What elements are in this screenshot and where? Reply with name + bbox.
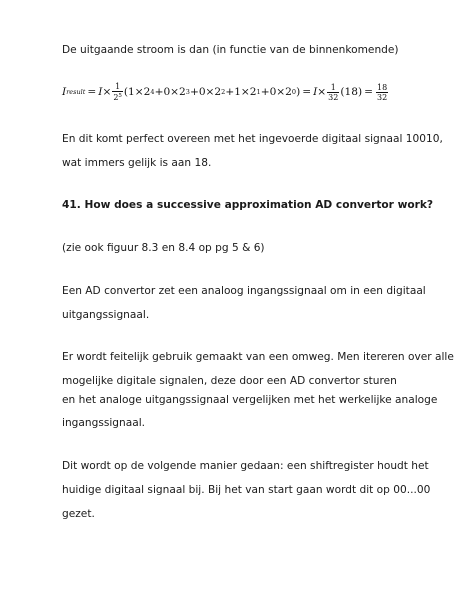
formula-exp-3: 3 (185, 88, 190, 96)
formula-fraction-1 (112, 82, 123, 102)
formula-fraction-1-den-exp: 5 (118, 93, 122, 99)
paragraph-detour-line-4: ingangssignaal. (62, 417, 146, 429)
formula-sum-close: ) (296, 86, 301, 98)
paragraph-conclusion-line-1: En dit komt perfect overeen met het ingevoerde digitaal signaal 10010, (62, 133, 443, 145)
formula-fraction-3-denominator: 32 (377, 92, 388, 102)
formula-fraction-2-numerator: 1 (330, 82, 336, 92)
paragraph-ad-line-1: Een AD convertor zet een analoog ingangssignaal om in een digitaal (62, 285, 426, 297)
formula-term-4: +1×2 (225, 86, 257, 98)
formula-equals-1: = (87, 86, 97, 98)
formula-fraction-2-denominator: 32 (328, 92, 339, 102)
formula-times-2: × (317, 86, 327, 98)
paragraph-detour-line-2: mogelijke digitale signalen, deze door een AD convertor sturen (62, 375, 397, 387)
paragraph-conclusion-line-2: wat immers gelijk is aan 18. (62, 157, 212, 169)
formula-exp-0: 0 (291, 88, 297, 96)
paragraph-method-line-3: gezet. (62, 508, 95, 520)
formula-exp-4: 4 (150, 88, 155, 96)
formula-equals-3: = (364, 86, 373, 98)
current-formula (62, 78, 389, 106)
formula-exp-2: 2 (221, 88, 226, 96)
formula-equals-2: = (302, 86, 312, 98)
formula-term-5: +0×2 (260, 86, 292, 98)
formula-times-1: × (102, 86, 112, 98)
formula-term-2: +0×2 (154, 86, 186, 98)
paragraph-method-line-1: Dit wordt op de volgende manier gedaan: een shiftregister houdt het (62, 460, 429, 472)
formula-i-2: I (313, 86, 318, 98)
formula-term-3: +0×2 (189, 86, 222, 98)
formula-fraction-2 (327, 83, 339, 102)
formula-exp-1: 1 (256, 88, 261, 96)
formula-paren-18: (18) (340, 86, 363, 98)
formula-lhs-symbol: I (62, 86, 67, 98)
paragraph-ad-line-2: uitgangssignaal. (62, 309, 150, 321)
formula-sum-open: (1×2 (123, 86, 151, 98)
formula-fraction-1-den-base: 2 (113, 93, 119, 102)
paragraph-reference: (zie ook figuur 8.3 en 8.4 op pg 5 & 6) (62, 242, 265, 254)
formula-i-1: I (98, 86, 103, 98)
paragraph-detour-line-3: en het analoge uitgangssignaal vergelijken met het werkelijke analoge (62, 394, 438, 406)
paragraph-method-line-2: huidige digitaal signaal bij. Bij het van start gaan wordt dit op 00...00 (62, 484, 431, 496)
paragraph-intro: De uitgaande stroom is dan (in functie van de binnenkomende) (62, 44, 399, 56)
formula-fraction-1-numerator: 1 (115, 82, 121, 91)
formula-fraction-1-denominator (112, 91, 123, 102)
paragraph-detour-line-1: Er wordt feitelijk gebruik gemaakt van een omweg. Men itereren over alle (62, 351, 454, 363)
formula-lhs-subscript: result (66, 88, 86, 96)
formula-fraction-3-numerator: 18 (377, 82, 388, 92)
formula-fraction-3 (376, 83, 388, 102)
section-heading-41: 41. How does a successive approximation AD convertor work? (62, 199, 434, 211)
